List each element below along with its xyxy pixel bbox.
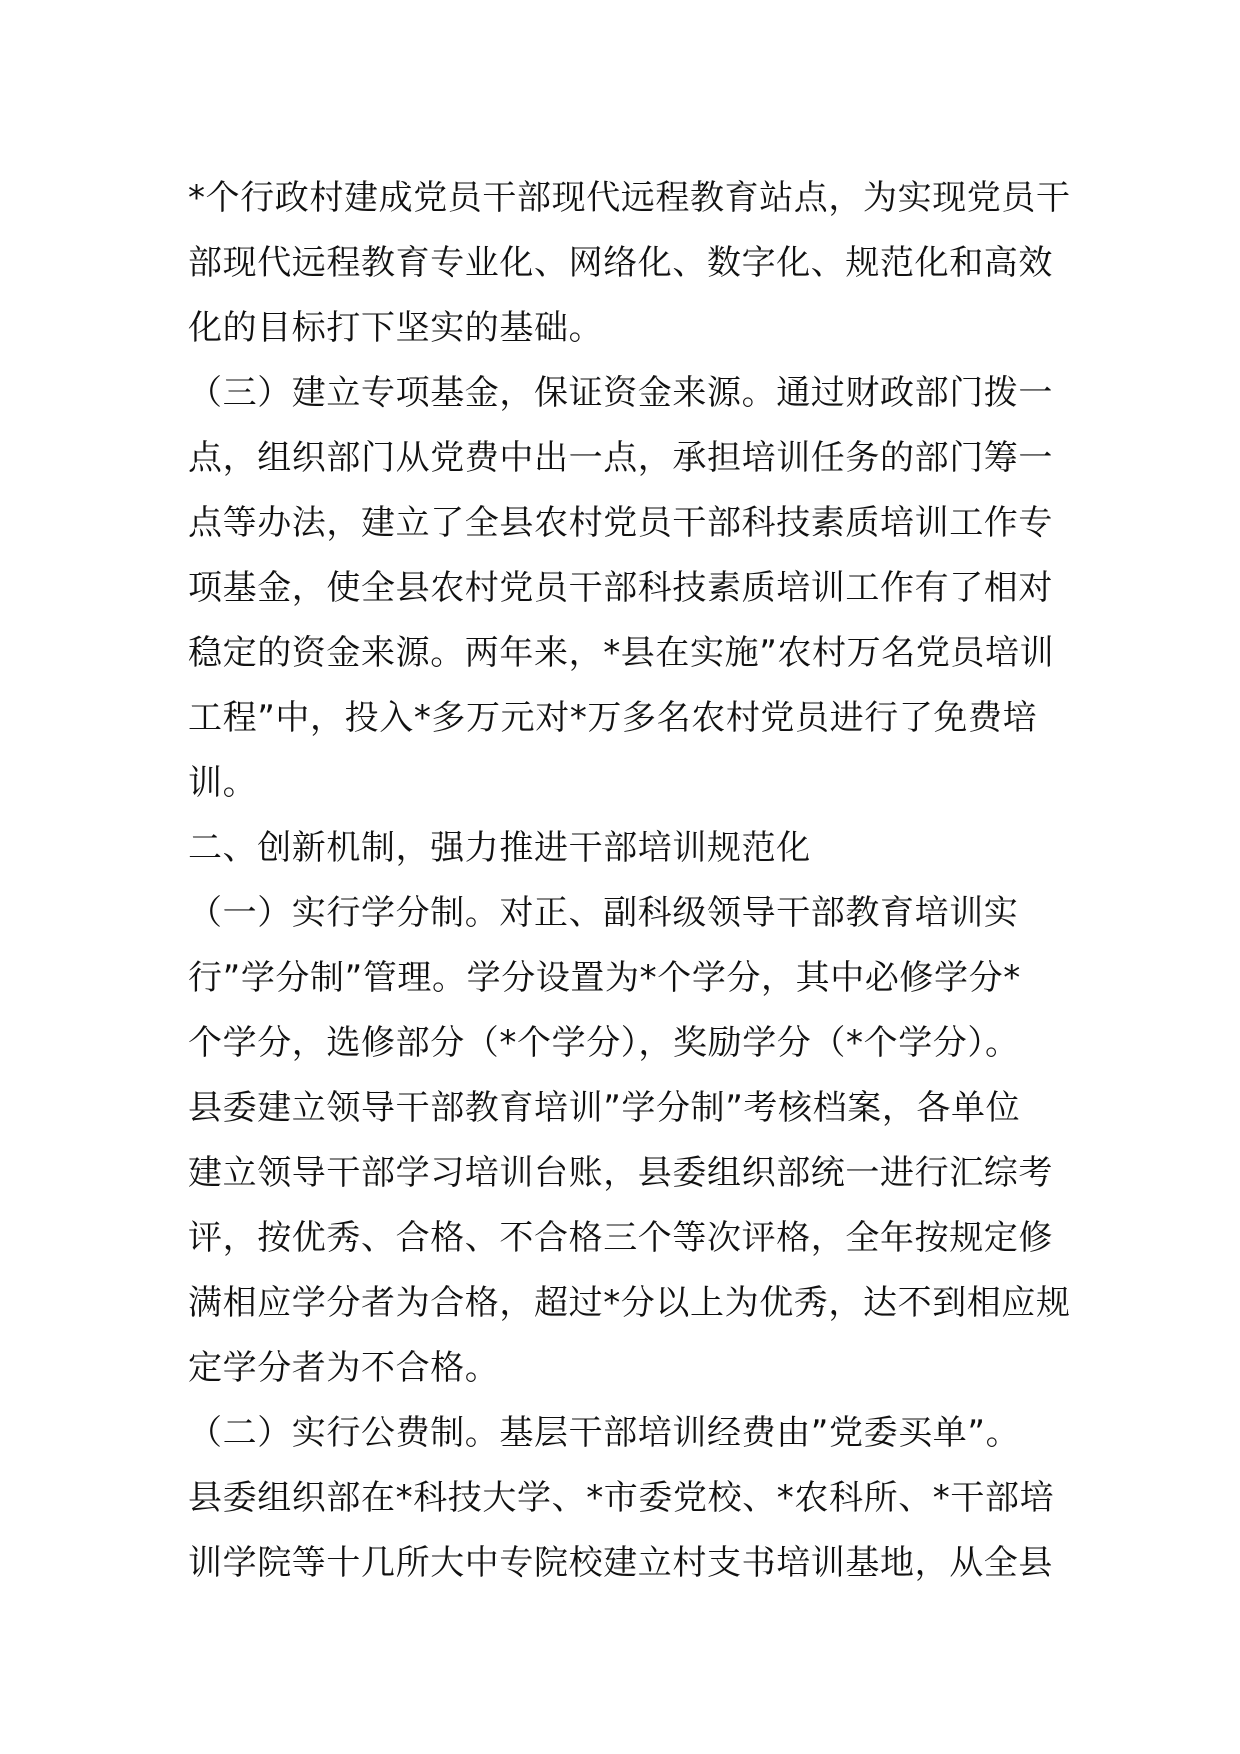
- text-line: 个学分，选修部分（*个学分），奖励学分（*个学分）。: [188, 1023, 1020, 1063]
- text-line: 点等办法，建立了全县农村党员干部科技素质培训工作专: [188, 503, 1053, 543]
- text-line: 训学院等十几所大中专院校建立村支书培训基地，从全县: [188, 1543, 1053, 1583]
- text-line: 县委建立领导干部教育培训”学分制”考核档案，各单位: [188, 1088, 1021, 1128]
- text-line: 评，按优秀、合格、不合格三个等次评格，全年按规定修: [188, 1218, 1053, 1258]
- text-line: 行”学分制”管理。学分设置为*个学分，其中必修学分*: [188, 958, 1021, 998]
- subsection-heading-2: （二）实行公费制。基层干部培训经费由”党委买单”。: [188, 1413, 1021, 1453]
- text-line: 定学分者为不合格。: [188, 1348, 500, 1388]
- text-line: 点，组织部门从党费中出一点，承担培训任务的部门筹一: [188, 438, 1053, 478]
- text-line: 化的目标打下坚实的基础。: [188, 308, 604, 348]
- section-heading-3: （三）建立专项基金，保证资金来源。通过财政部门拨一: [188, 373, 1053, 413]
- subsection-heading-1: （一）实行学分制。对正、副科级领导干部教育培训实: [188, 893, 1019, 933]
- text-line: 县委组织部在*科技大学、*市委党校、*农科所、*干部培: [188, 1478, 1055, 1518]
- section-heading-2: 二、创新机制，强力推进干部培训规范化: [188, 828, 811, 868]
- text-line: *个行政村建成党员干部现代远程教育站点，为实现党员干: [188, 178, 1071, 218]
- text-line: 工程”中，投入*多万元对*万多名农村党员进行了免费培: [188, 698, 1038, 738]
- document-body: [188, 166, 1071, 1596]
- text-line: 满相应学分者为合格，超过*分以上为优秀，达不到相应规: [188, 1283, 1071, 1323]
- text-line: 稳定的资金来源。两年来，*县在实施”农村万名党员培训: [188, 633, 1055, 673]
- text-line: 训。: [188, 763, 258, 803]
- text-line: 建立领导干部学习培训台账，县委组织部统一进行汇综考: [188, 1153, 1053, 1193]
- text-line: 项基金，使全县农村党员干部科技素质培训工作有了相对: [188, 568, 1053, 608]
- text-line: 部现代远程教育专业化、网络化、数字化、规范化和高效: [188, 243, 1053, 283]
